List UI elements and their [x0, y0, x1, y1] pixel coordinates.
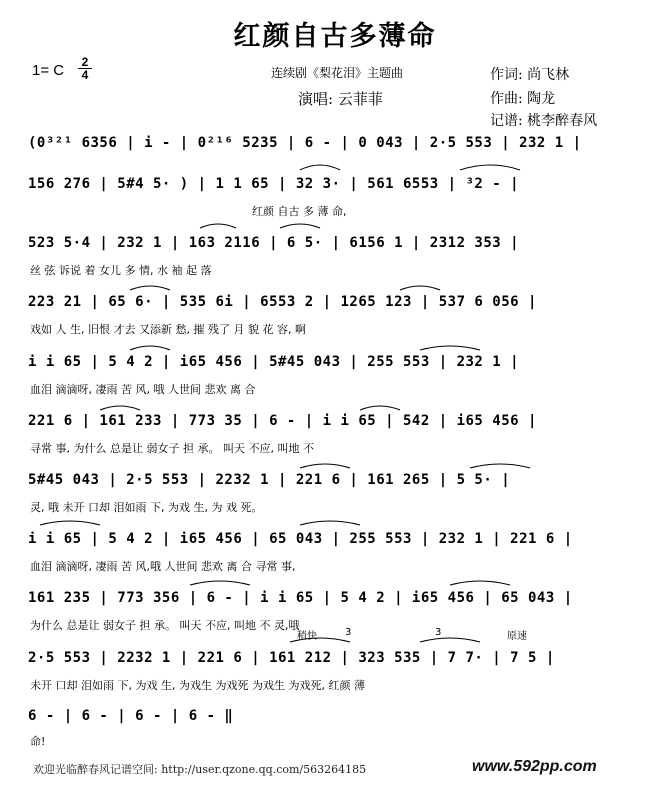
score-line: 5#45 043 | 2·5 553 | 2232 1 | 221 6 | 161 265 | 5 5· | — [28, 472, 511, 488]
triplet-mark: 3 — [435, 627, 442, 638]
meter-top: 2 — [81, 55, 89, 69]
singer-credit: 演唱: 云菲菲 — [298, 90, 383, 108]
score-line: (0³²¹ 6356 | i - | 0²¹⁶ 5235 | 6 - | 0 043 | 2·5 553 | 232 1 | — [28, 135, 582, 151]
score-line: 6 - | 6 - | 6 - | 6 - ‖ — [28, 708, 234, 724]
score-line: 523 5·4 | 232 1 | 163 2116 | 6 5· | 6156 1 | 2312 353 | — [28, 235, 520, 251]
lyric-line: 丝 弦 诉说 着 女儿 多 情, 水 袖 起 落 — [30, 264, 212, 277]
score-line: 2·5 553 | 2232 1 | 221 6 | 161 212 | 323 535 | 7 7· | 7 5 | — [28, 650, 555, 666]
lyric-line: 戏如 人 生, 旧恨 才去 又添新 愁, 摧 残了 月 貌 花 容, 啊 — [30, 323, 306, 336]
tempo-restore-mark: 原速 — [507, 631, 527, 642]
lyric-line: 未开 口却 泪如雨 下, 为戏 生, 为戏生 为戏死 为戏生 为戏死, 红颜 薄 — [30, 679, 365, 692]
footer-welcome: 欢迎光临醉春风记谱空间: http://user.qzone.qq.com/563264185 — [33, 763, 367, 776]
triplet-mark: 3 — [345, 627, 352, 638]
lyric-line: 血泪 滴滴呀, 凄雨 苦 风,哦 人世间 悲欢 离 合 寻常 事, — [30, 560, 296, 573]
score-line: 156 276 | 5#4 5· ) | 1 1 65 | 32 3· | 561 6553 | ³2 - | — [28, 176, 520, 192]
score-line: 223 21 | 65 6· | 535 6i | 6553 2 | 1265 123 | 537 6 056 | — [28, 294, 537, 310]
lyric-line: 命! — [30, 735, 46, 748]
transcriber-credit: 记谱: 桃李醉春风 — [490, 113, 598, 129]
tempo-faster-mark: 稍快 — [297, 631, 317, 642]
key-signature: 1= C — [32, 62, 65, 79]
lyric-line: 寻常 事, 为什么 总是让 弱女子 担 承。 叫天 不应, 叫地 不 — [30, 442, 314, 455]
song-title: 红颜自古多薄命 — [233, 21, 437, 52]
lyricist-credit: 作词: 尚飞林 — [490, 67, 570, 83]
score-line: i i 65 | 5 4 2 | i65 456 | 5#45 043 | 255 553 | 232 1 | — [28, 354, 520, 370]
meter-bottom: 4 — [78, 68, 92, 81]
subtitle: 连续剧《梨花泪》主题曲 — [271, 66, 404, 80]
score-line: 221 6 | 161 233 | 773 35 | 6 - | i i 65 | 542 | i65 456 | — [28, 413, 537, 429]
site-watermark: www.592pp.com — [472, 758, 597, 775]
lyric-line: 为什么 总是让 弱女子 担 承。 叫天 不应, 叫地 不 灵,哦 — [30, 619, 300, 632]
score-line: i i 65 | 5 4 2 | i65 456 | 65 043 | 255 553 | 232 1 | 221 6 | — [28, 531, 573, 547]
lyric-line: 红颜 自古 多 薄 命, — [252, 205, 347, 218]
lyric-line: 血泪 滴滴呀, 凄雨 苦 风, 哦 人世间 悲欢 离 合 — [30, 383, 256, 396]
lyric-line: 灵, 哦 未开 口却 泪如雨 下, 为戏 生, 为 戏 死。 — [30, 501, 263, 514]
score-line: 161 235 | 773 356 | 6 - | i i 65 | 5 4 2 | i65 456 | 65 043 | — [28, 590, 573, 606]
composer-credit: 作曲: 陶龙 — [490, 91, 556, 107]
